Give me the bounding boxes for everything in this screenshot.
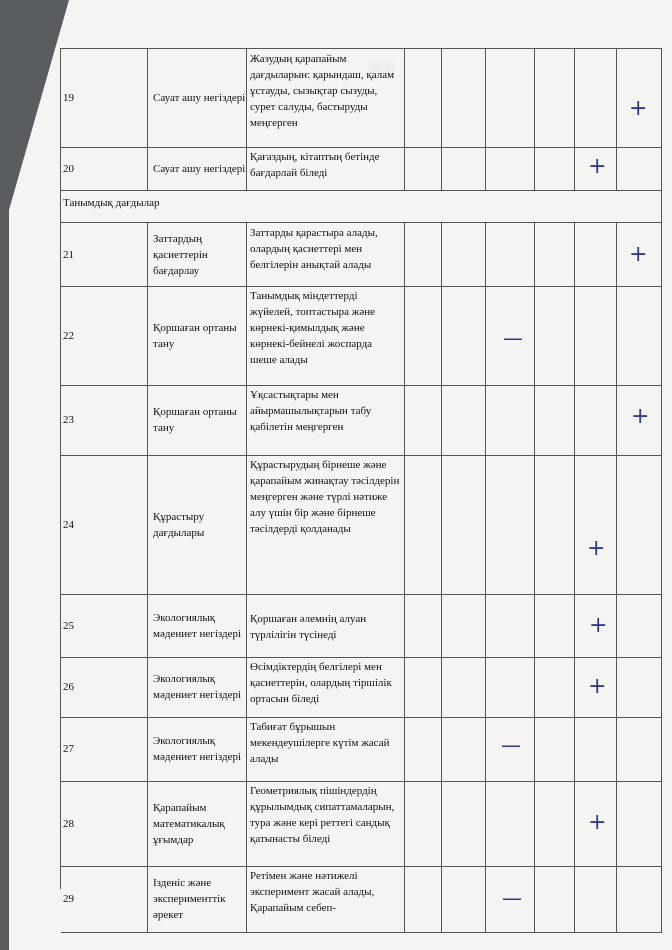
handwritten-mark: + <box>589 613 608 638</box>
level-cell <box>442 147 486 190</box>
level-cell <box>442 866 486 932</box>
row-description: Жазудың қарапайым дағдыларын: қарындаш, қалам ұстауды, сызықтар сызуды, сурет салуды, бастыруды меңгерген <box>247 49 405 147</box>
row-area: Экологиялық мәдениет негіздері <box>148 717 247 781</box>
level-cell <box>442 49 486 147</box>
level-cell <box>442 385 486 455</box>
handwritten-mark: — <box>502 886 522 910</box>
row-number: 21 <box>61 223 148 286</box>
handwritten-mark: + <box>587 536 606 561</box>
level-cell <box>405 455 442 594</box>
level-cell <box>575 455 617 594</box>
row-number: 22 <box>61 286 148 385</box>
level-cell <box>405 223 442 286</box>
level-cell <box>575 286 617 385</box>
handwritten-mark: + <box>629 242 648 267</box>
row-area: Құрастыру дағдылары <box>148 455 247 594</box>
row-description: Заттарды қарастыра алады, олардың қасиеттері мен белгілерін анықтай алады <box>247 223 405 286</box>
level-cell <box>405 717 442 781</box>
assessment-table <box>60 48 662 921</box>
level-cell <box>535 286 575 385</box>
level-cell <box>617 455 662 594</box>
table-row <box>61 455 662 595</box>
level-cell <box>575 657 617 717</box>
level-cell <box>535 455 575 594</box>
table-row <box>61 286 662 386</box>
table-row <box>61 717 662 782</box>
level-cell <box>486 657 535 717</box>
level-cell <box>535 223 575 286</box>
handwritten-mark: — <box>501 733 521 757</box>
row-description: Құрастырудың бірнеше және қарапайым жинақтау тәсілдерін меңгерген және түрлі нәтиже алу үшін бір және бірнеше тәсілдерді қолданады <box>247 455 405 594</box>
row-area: Заттардың қасиеттерін бағдарлау <box>148 223 247 286</box>
level-cell <box>405 781 442 866</box>
row-area: Ізденіс және эксперименттік әрекет <box>148 866 247 932</box>
table-row <box>61 147 662 191</box>
level-cell <box>617 223 662 286</box>
row-number: 19 <box>61 49 148 147</box>
level-cell <box>442 717 486 781</box>
row-description: Ұқсастықтары мен айырмашылықтарын табу қабілетін меңгерген <box>247 385 405 455</box>
level-cell <box>535 717 575 781</box>
level-cell <box>535 781 575 866</box>
row-number: 27 <box>61 717 148 781</box>
level-cell <box>486 866 535 932</box>
level-cell <box>575 385 617 455</box>
table-row <box>61 223 662 287</box>
level-cell <box>486 781 535 866</box>
level-cell <box>486 455 535 594</box>
row-number: 26 <box>61 657 148 717</box>
level-cell <box>405 286 442 385</box>
row-area: Қарапайым математикалық ұғымдар <box>148 781 247 866</box>
level-cell <box>575 594 617 657</box>
row-description: Табиғат бұрышын мекендеушілерге күтім жасай алады <box>247 717 405 781</box>
level-cell <box>486 385 535 455</box>
bleed-through-text: ░░░░ <box>369 62 395 72</box>
level-cell <box>575 717 617 781</box>
level-cell <box>405 49 442 147</box>
row-description: Ретімен және нәтижелі эксперимент жасай алады, Қарапайым себеп- <box>247 866 405 932</box>
table-row <box>61 781 662 867</box>
level-cell <box>405 657 442 717</box>
level-cell <box>405 147 442 190</box>
row-description: Геометриялық пішіндердің құрылымдық сипаттамаларын, тура және кері реттегі сандық қатынасты біледі <box>247 781 405 866</box>
level-cell <box>535 866 575 932</box>
level-cell <box>617 594 662 657</box>
row-number: 20 <box>61 147 148 190</box>
level-cell <box>535 594 575 657</box>
level-cell <box>617 385 662 455</box>
level-cell <box>617 147 662 190</box>
level-cell <box>575 49 617 147</box>
table-row <box>61 385 662 456</box>
table-row <box>61 49 662 148</box>
level-cell <box>486 717 535 781</box>
handwritten-mark: — <box>503 326 523 350</box>
level-cell <box>442 223 486 286</box>
table-row <box>61 594 662 658</box>
row-area: Қоршаған ортаны тану <box>148 286 247 385</box>
level-cell <box>405 866 442 932</box>
level-cell <box>486 594 535 657</box>
table-row <box>61 866 662 933</box>
level-cell <box>486 147 535 190</box>
level-cell <box>486 49 535 147</box>
row-description: Қоршаған әлемнің алуан түрлілігін түсінеді <box>247 594 405 657</box>
row-number: 29 <box>61 866 148 932</box>
level-cell <box>442 657 486 717</box>
level-cell <box>617 49 662 147</box>
level-cell <box>617 286 662 385</box>
section-header: Танымдық дағдылар <box>61 190 662 223</box>
row-area: Экологиялық мәдениет негіздері <box>148 594 247 657</box>
level-cell <box>405 385 442 455</box>
row-description: Қағаздың, кітаптың бетінде бағдарлай біледі <box>247 147 405 190</box>
level-cell <box>575 147 617 190</box>
table-row <box>61 657 662 718</box>
level-cell <box>535 49 575 147</box>
level-cell <box>405 594 442 657</box>
row-number: 24 <box>61 455 148 594</box>
level-cell <box>486 223 535 286</box>
handwritten-mark: + <box>629 96 648 121</box>
handwritten-mark: + <box>588 674 607 699</box>
row-number: 23 <box>61 385 148 455</box>
level-cell <box>575 223 617 286</box>
row-area: Қоршаған ортаны тану <box>148 385 247 455</box>
level-cell <box>575 866 617 932</box>
level-cell <box>442 594 486 657</box>
level-cell <box>617 717 662 781</box>
row-number: 25 <box>61 594 148 657</box>
level-cell <box>617 866 662 932</box>
level-cell <box>535 385 575 455</box>
row-description: Өсімдіктердің белгілері мен қасиеттерін, олардың тіршілік ортасын біледі <box>247 657 405 717</box>
level-cell <box>535 147 575 190</box>
handwritten-mark: + <box>588 810 607 835</box>
row-number: 28 <box>61 781 148 866</box>
level-cell <box>617 657 662 717</box>
level-cell <box>486 286 535 385</box>
row-description: Танымдық міндеттерді жүйелей, топтастыра және көрнекі-қимылдық және көрнекі-бейнелі жоспарда шеше алады <box>247 286 405 385</box>
level-cell <box>535 657 575 717</box>
level-cell <box>442 455 486 594</box>
handwritten-mark: + <box>631 404 650 429</box>
level-cell <box>617 781 662 866</box>
row-area: Экологиялық мәдениет негіздері <box>148 657 247 717</box>
level-cell <box>575 781 617 866</box>
level-cell <box>442 286 486 385</box>
row-area: Сауат ашу негіздері <box>148 147 247 190</box>
handwritten-mark: + <box>588 154 607 179</box>
document-page <box>9 0 672 950</box>
row-area: Сауат ашу негіздері <box>148 49 247 147</box>
level-cell <box>442 781 486 866</box>
